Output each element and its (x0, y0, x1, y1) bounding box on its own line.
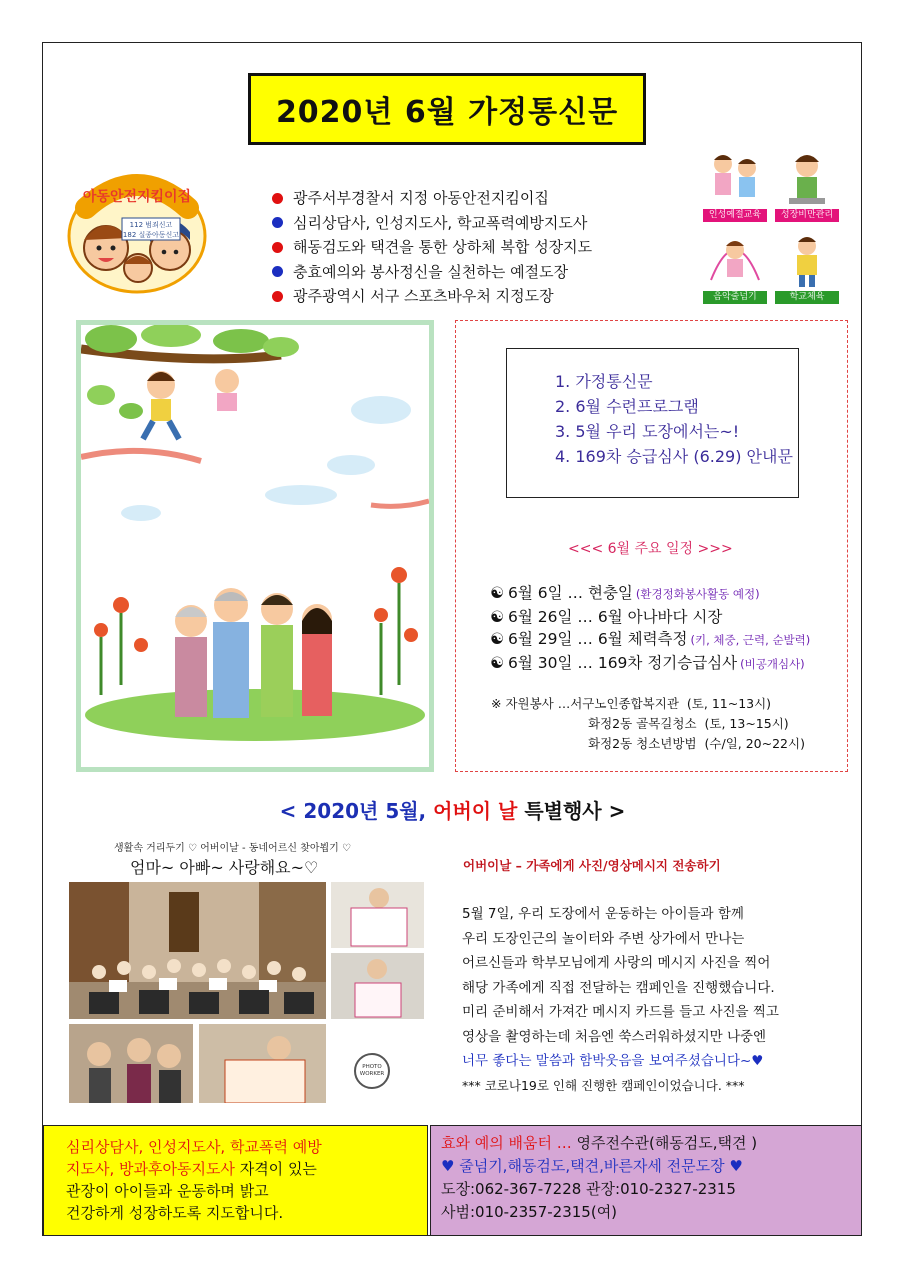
message-card-photo (199, 1024, 326, 1103)
tile-label: 성장비만관리 (775, 209, 839, 222)
toc-item: 1. 가정통신문 (555, 372, 653, 391)
bullet-dot (272, 217, 283, 228)
schedule-row (490, 606, 810, 629)
bullet-item (272, 284, 592, 309)
message-line: 해당 가족에게 직접 전달하는 캠페인을 진행했습니다. (462, 979, 775, 996)
schedule-date: 6월 26일 … (508, 607, 593, 626)
photo-caption-small: 생활속 거리두기 ♡ 어버이날 - 동네어르신 찾아뵙기 ♡ (114, 843, 351, 854)
tile-label: 학교체육 (775, 291, 839, 304)
volunteer-time: (토, 11~13시) (686, 696, 772, 711)
table-of-contents (506, 348, 799, 498)
child-card-image (331, 953, 424, 1019)
schedule-note: (키, 체중, 근력, 순발력) (690, 633, 811, 647)
logo-line2: 182 실종아동신고 (122, 231, 180, 239)
message-heading: 어버이날 – 가족에게 사진/영상메시지 전송하기 (463, 858, 721, 873)
instructor-text: 자격이 있는 (234, 1160, 317, 1178)
schedule-event: 6월 아나바다 시장 (597, 607, 723, 626)
schedule-row (490, 628, 810, 652)
bowing-kids-icon (701, 148, 769, 208)
message-line: 미리 준비해서 가져간 메시지 카드를 들고 사진을 찍고 (462, 1004, 779, 1020)
bullet-item (272, 211, 592, 236)
schedule-date: 6월 29일 … (508, 630, 593, 648)
bullet-dot (272, 193, 283, 204)
instructor-highlight: 지도사, 방과후아동지도사 (66, 1160, 235, 1178)
photo-worker-stamp: PHOTO WORKER (354, 1053, 390, 1089)
jump-rope-icon (701, 230, 769, 290)
yin-yang-icon: ☯ (490, 630, 504, 648)
bullet-text: 광주서부경찰서 지정 아동안전지킴이집 (293, 189, 549, 207)
yin-yang-icon: ☯ (490, 584, 504, 602)
instructor-box (43, 1125, 428, 1236)
bullet-text: 해동검도와 택견을 통한 상하체 복합 성장지도 (293, 238, 593, 256)
contact-highlight: 효와 예의 배움터 … (441, 1134, 572, 1152)
program-tile (701, 148, 769, 222)
family-illustration (76, 320, 434, 772)
volunteer-place: 화정2동 청소년방범 (588, 736, 697, 751)
schedule-note: (비공개심사) (740, 656, 805, 671)
schedule-date: 6월 6일 … (508, 584, 584, 602)
schedule-event: 169차 정기승급심사 (597, 653, 738, 672)
bullet-dot (272, 291, 283, 302)
child-safety-logo (66, 168, 208, 296)
child-card-photo (331, 882, 424, 948)
bullet-item (272, 260, 592, 285)
bullet-text: 충효예의와 봉사정신을 실천하는 예절도장 (293, 262, 569, 281)
photo-caption-big: 엄마~ 아빠~ 사랑해요~♡ (130, 858, 319, 877)
program-tile (773, 148, 841, 222)
instructor-line: 심리상담사, 인성지도사, 학교폭력 예방 (66, 1138, 322, 1156)
yin-yang-icon: ☯ (490, 607, 504, 626)
page-title: 2020년 6월 가정통신문 (248, 73, 646, 145)
volunteer-time: (수/일, 20~22시) (704, 736, 805, 751)
event-title-open: < 2020년 5월, (279, 799, 434, 823)
contact-phone: 도장:062-367-7228 관장:010-2327-2315 (441, 1180, 736, 1198)
volunteer-row (491, 714, 805, 734)
schedule-title: <<< 6월 주요 일정 >>> (568, 541, 733, 557)
schedule-event: 6월 체력측정 (597, 630, 688, 648)
bullet-dot (272, 242, 283, 253)
bullet-text: 광주광역시 서구 스포츠바우처 지정도장 (293, 287, 554, 305)
event-title-close: 특별행사 > (517, 799, 626, 823)
contact-phone: 사범:010-2357-2315(여) (441, 1203, 618, 1221)
toc-item: 3. 5월 우리 도장에서는~! (555, 422, 740, 441)
bullet-item (272, 235, 592, 260)
toc-item: 2. 6월 수련프로그램 (555, 397, 699, 416)
program-tiles (697, 148, 843, 306)
message-highlight: 너무 좋다는 말씀과 함박웃음을 보여주셨습니다~♥ (462, 1053, 764, 1069)
event-title (0, 795, 905, 824)
yin-yang-icon: ☯ (490, 653, 504, 672)
growth-check-icon (773, 148, 841, 208)
toc-item: 4. 169차 승급심사 (6.29) 안내문 (555, 447, 793, 466)
child-card-photo (331, 953, 424, 1019)
volunteer-place: 서구노인종합복지관 (570, 696, 679, 711)
volunteer-row (491, 694, 805, 714)
contact-specialty: ♥ 줄넘기,해동검도,택견,바른자세 전문도장 ♥ (441, 1157, 743, 1175)
message-line: 5월 7일, 우리 도장에서 운동하는 아이들과 함께 (462, 906, 744, 922)
instructor-line: 관장이 아이들과 운동하며 밝고 (66, 1182, 269, 1200)
bullet-dot (272, 266, 283, 277)
message-line: 우리 도장인근의 놀이터와 주변 상가에서 만나는 (462, 930, 745, 947)
school-pe-icon (773, 230, 841, 290)
schedule-event: 현충일 (587, 584, 633, 602)
message-line: 영상을 촬영하는데 처음엔 쑥스러워하셨지만 나중엔 (462, 1028, 767, 1045)
elder-photo-image (69, 1024, 193, 1103)
contact-line (441, 1132, 861, 1155)
schedule-date: 6월 30일 … (508, 653, 593, 672)
program-tile (773, 230, 841, 304)
instructor-line: 건강하게 성장하도록 지도합니다. (66, 1204, 284, 1222)
volunteer-place: 화정2동 골목길청소 (588, 716, 697, 731)
tile-label: 음악줄넘기 (703, 291, 767, 304)
message-footnote: *** 코로나19로 인해 진행한 캠페인이었습니다. *** (462, 1077, 745, 1093)
group-photo (69, 882, 326, 1019)
message-line: 어르신들과 학부모님에게 사랑의 메시지 사진을 찍어 (462, 955, 771, 971)
instructor-line (66, 1158, 427, 1180)
event-message (462, 902, 842, 1098)
schedule-row (490, 582, 810, 606)
child-card-image (331, 882, 424, 948)
group-photo-image (69, 882, 326, 1019)
program-tile (701, 230, 769, 304)
feature-bullets (272, 186, 592, 309)
event-title-highlight: 어버이 날 (433, 799, 518, 823)
schedule-note: (환경정화봉사활동 예정) (635, 587, 760, 601)
contact-box (430, 1125, 862, 1236)
logo-title: 아동안전지킴이집 (82, 189, 192, 205)
volunteer-list (491, 694, 805, 754)
message-card-image (199, 1024, 326, 1103)
logo-line1: 112 범죄신고 (129, 221, 173, 229)
schedule-row (490, 652, 810, 676)
elder-photo (69, 1024, 193, 1103)
family-tree-illustration (81, 325, 429, 767)
volunteer-time: (토, 13~15시) (704, 716, 789, 731)
bullet-text: 심리상담사, 인성지도사, 학교폭력예방지도사 (293, 213, 588, 232)
bullet-item (272, 186, 592, 211)
contact-text: 영주전수관(해동검도,택견 ) (571, 1134, 758, 1152)
volunteer-row (491, 734, 805, 754)
schedule-list (490, 582, 810, 675)
volunteer-prefix: ※ 자원봉사 … (491, 696, 571, 711)
tile-label: 인성예절교육 (703, 209, 767, 222)
